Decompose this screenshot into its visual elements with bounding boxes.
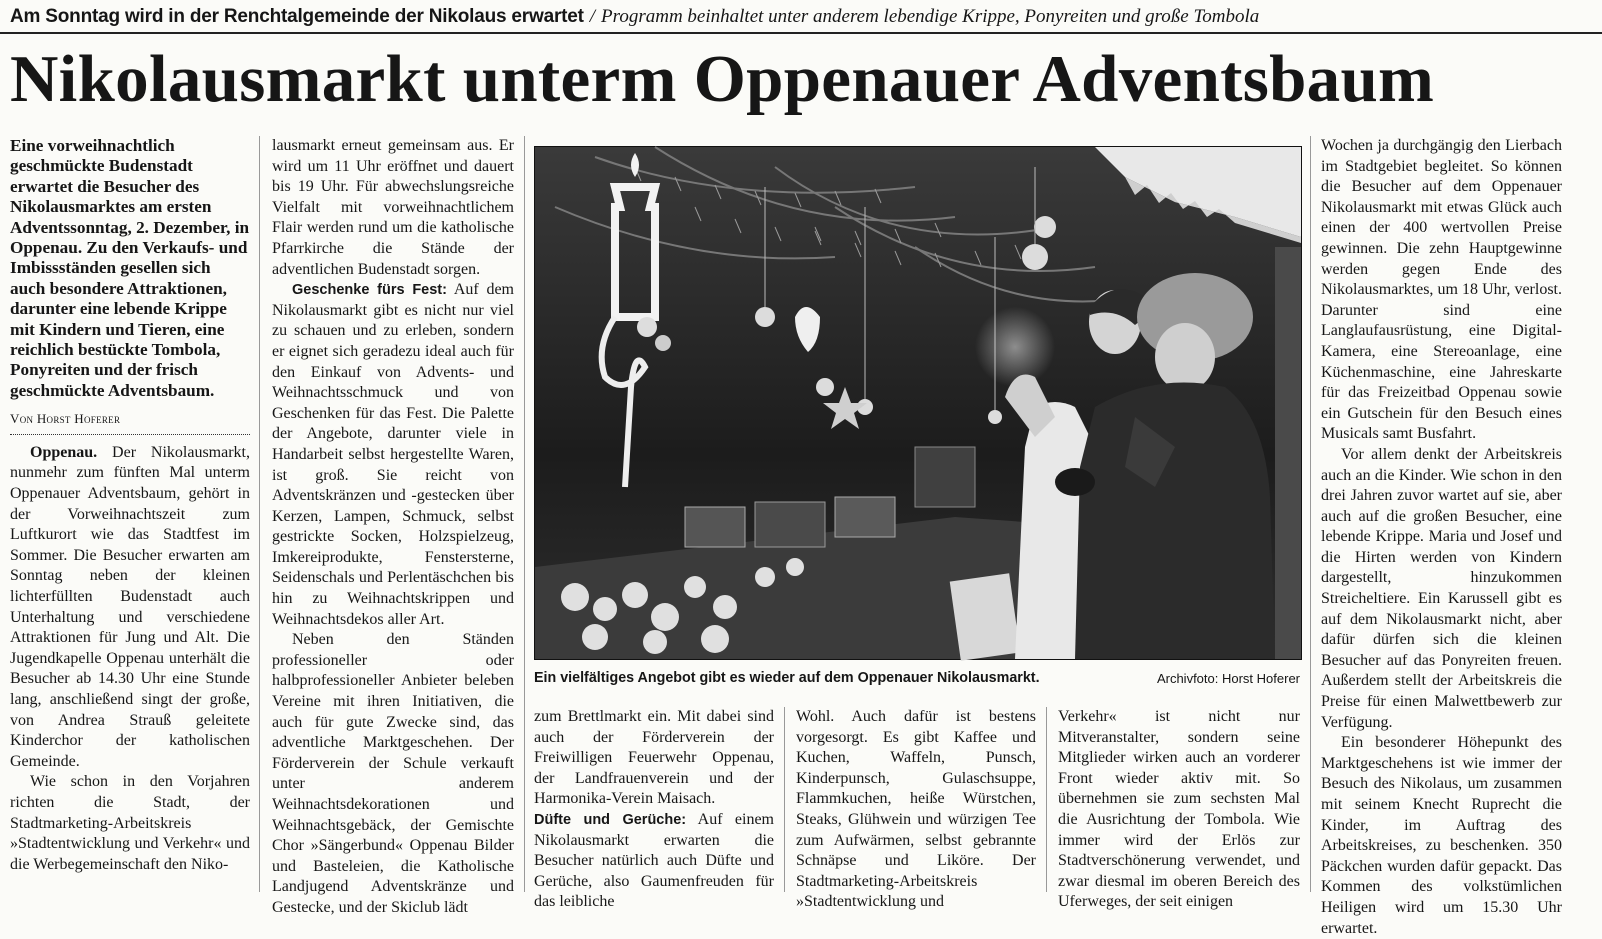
column-1	[10, 136, 250, 892]
dateline: Oppenau.	[30, 443, 98, 461]
kicker-line	[10, 4, 1595, 32]
col2-paragraph-3: Neben den Ständen professioneller oder halbprofessioneller Anbieter beleben Vereine mit ihren Initiativen, die auch für gute Zwecke sind, das adventliche Marktgeschehen. Der Förderverein der Schule verkauft unter anderem Weihnachtsdekorationen und Weihnachtsgebäck, der Gemischte Chor »Sängerbund« Oppenau Bilder und Basteleien, die Katholische Landjugend Adventskränze und Gestecke, und der Skiclub lädt	[272, 631, 514, 916]
headline: Nikolausmarkt unterm Oppenauer Adventsbaum	[10, 42, 1435, 116]
photo-caption	[534, 668, 1300, 692]
col1-paragraph-2: Wie schon in den Vorjahren richten die Stadt, der Stadtmarketing-Arbeitskreis »Stadtentwicklung und Verkehr« und die Werbegemeinschaft den Niko-	[10, 773, 250, 873]
byline-divider	[10, 434, 250, 435]
col6-paragraph-2: Vor allem denkt der Arbeitskreis auch an die Kinder. Wie schon in den drei Jahren zuvor wartet auf sie, aber auch auf die großen Besucher, eine lebende Krippe. Maria und Josef und die Hirten werden von Kindern dargestellt, hinzukommen Streicheltiere. Ein Karussell gibt es auf dem Nikolausmarkt nicht, aber dafür dürfen sich die kleinen Besucher auf das Ponyreiten freuen. Außerdem stellt der Arbeitskreis die Preise für einen Malwettbewerb zur Verfügung.	[1321, 445, 1562, 731]
column-3	[534, 707, 774, 911]
col2-paragraph-1: lausmarkt erneut gemeinsam aus. Er wird um 11 Uhr eröffnet und dauert bis 19 Uhr. Für abwechslungsreiche Vielfalt mit vorweihnachtlichem Flair werden rund um die katholische Pfarrkirche die Stände der adventlichen Budenstadt sorgen.	[272, 137, 514, 278]
col1-text-1: Der Nikolausmarkt, nunmehr zum fünften Mal unterm Oppenauer Adventsbaum, gehört in der Vorweihnachtszeit zum Luftkurort wie das Stadtfest im Sommer. Die Besucher erwarten am Sonntag neben der kleinen lichterfüllten Budenstadt auch Unterhaltung und verschiedene Attraktionen für Jung und Alt. Die Jugendkapelle Oppenau unterhält die Besucher ab 14.30 Uhr eine Stunde lang, anschließend singt der große, von Andrea Strauß geleitete Kinderchor der katholischen Gemeinde.	[10, 443, 250, 770]
column-divider	[259, 136, 260, 892]
col3-paragraph-1: zum Brettlmarkt ein. Mit dabei sind auch der Förderverein der Freiwilligen Feuerwehr Oppenau, der Landfrauenverein und der Harmonika-Verein Maisach.	[534, 708, 774, 808]
lead-paragraph: Eine vorweihnachtlich geschmückte Budenstadt erwartet die Besucher des Nikolausmarktes am ersten Adventssonntag, 2. Dezember, in Oppenau. Zu den Verkaufs- und Imbissständen gesellen sich auch besondere Attraktionen, darunter eine lebende Krippe mit Kindern und Tieren, eine reichlich bestückte Tombola, Ponyreiten und der frisch geschmückte Adventsbaum.	[10, 136, 250, 400]
subheading-scents: Düfte und Gerüche:	[534, 811, 687, 828]
kicker-subtitle: Programm beinhaltet unter anderem lebendige Krippe, Ponyreiten und große Tombola	[601, 6, 1260, 27]
col6-paragraph-3: Ein besonderer Höhepunkt des Marktgeschehens ist wie immer der Besuch des Nikolaus, um zusammen mit seinem Knecht Ruprecht die Kinder, im Auftrag des Arbeitskreises, zu beschenken. 350 Päckchen wurden dafür gepackt. Das Kommen des volkstümlichen Heiligen wird um 15.30 Uhr erwartet.	[1321, 734, 1562, 937]
col2-paragraph-2	[272, 280, 514, 630]
col1-paragraph-1	[10, 443, 250, 773]
kicker-bold: Am Sonntag wird in der Renchtalgemeinde der Nikolaus erwartet	[10, 6, 584, 27]
market-photo	[534, 146, 1302, 660]
top-rule	[0, 32, 1602, 34]
caption-text: Ein vielfältiges Angebot gibt es wieder auf dem Oppenauer Nikolausmarkt.	[534, 670, 1040, 686]
column-divider	[524, 136, 525, 892]
col3-paragraph-2	[534, 810, 774, 913]
col2-text-2: Auf dem Nikolausmarkt gibt es nicht nur viel zu schauen und zu erleben, sondern er eignet sich geradezu ideal auch für den Einkauf von Advents- und Weihnachtsschmuck und von Geschenken für das Fest. Die Palette der Angebote, darunter viele in Handarbeit selbst hergestellte Waren, ist groß. Sie reicht von Adventskränzen und -gestecken über Kerzen, Lampen, Schmuck, selbst gestrickte Socken, Holzspielzeug, Imkereiprodukte, Fenstersterne, Seidenschals und Perlentäschchen bis hin zu Weihnachtskrippen und Weihnachtsdekos aller Art.	[272, 281, 514, 628]
col5-paragraph-1: Verkehr« ist nicht nur Mitveranstalter, sondern seine Mitglieder wirken auch an vorderer Front wieder aktiv mit. So übernehmen sie zum sechsten Mal die Ausrichtung der Tombola. Wie immer wird der Erlös zur Stadtverschönerung verwendet, und zwar diesmal im oberen Bereich des Uferweges, der seit einigen	[1058, 708, 1300, 911]
column-6	[1321, 136, 1562, 937]
col3-text-2: Auf einem Nikolausmarkt erwarten die Besucher natürlich auch Düfte und Gerüche, also Gaumenfreuden für das leibliche	[534, 810, 774, 911]
byline: Von Horst Hoferer	[10, 411, 121, 427]
kicker-separator: /	[589, 6, 596, 27]
column-2	[272, 136, 514, 916]
column-5	[1058, 707, 1300, 911]
column-divider	[784, 707, 785, 892]
column-divider	[1310, 136, 1311, 892]
column-4	[796, 707, 1036, 911]
col4-paragraph-1: Wohl. Auch dafür ist bestens vorgesorgt. Es gibt Kaffee und Kuchen, Waffeln, Punsch, Kinderpunsch, Gulaschsuppe, Flammkuchen, heiße Würstchen, Steaks, Glühwein und würzigen Tee zum Aufwärmen, selbst gebrannte Schnäpse und Liköre. Der Stadtmarketing-Arbeitskreis »Stadtentwicklung und	[796, 708, 1036, 911]
column-divider	[1046, 707, 1047, 892]
photo-credit: Archivfoto: Horst Hoferer	[1156, 671, 1300, 686]
col6-paragraph-1: Wochen ja durchgängig den Lierbach im Stadtgebiet begleitet. So können die Besucher auf dem Oppenauer Nikolausmarkt mit etwas Glück auch einen der 400 wertvollen Preise gewinnen. Die zehn Hauptgewinne werden gegen Ende des Nikolausmarktes, um 18 Uhr, verlost. Darunter sind eine Langlaufausrüstung, eine Digital-Kamera, eine Stereoanlage, eine Küchenmaschine, eine Jahreskarte für das Freizeitbad Oppenau sowie ein Gutschein für den Besuch eines Musicals samt Busfahrt.	[1321, 137, 1562, 443]
subheading-gifts: Geschenke fürs Fest:	[292, 282, 447, 299]
market-photo-illustration	[535, 147, 1301, 659]
